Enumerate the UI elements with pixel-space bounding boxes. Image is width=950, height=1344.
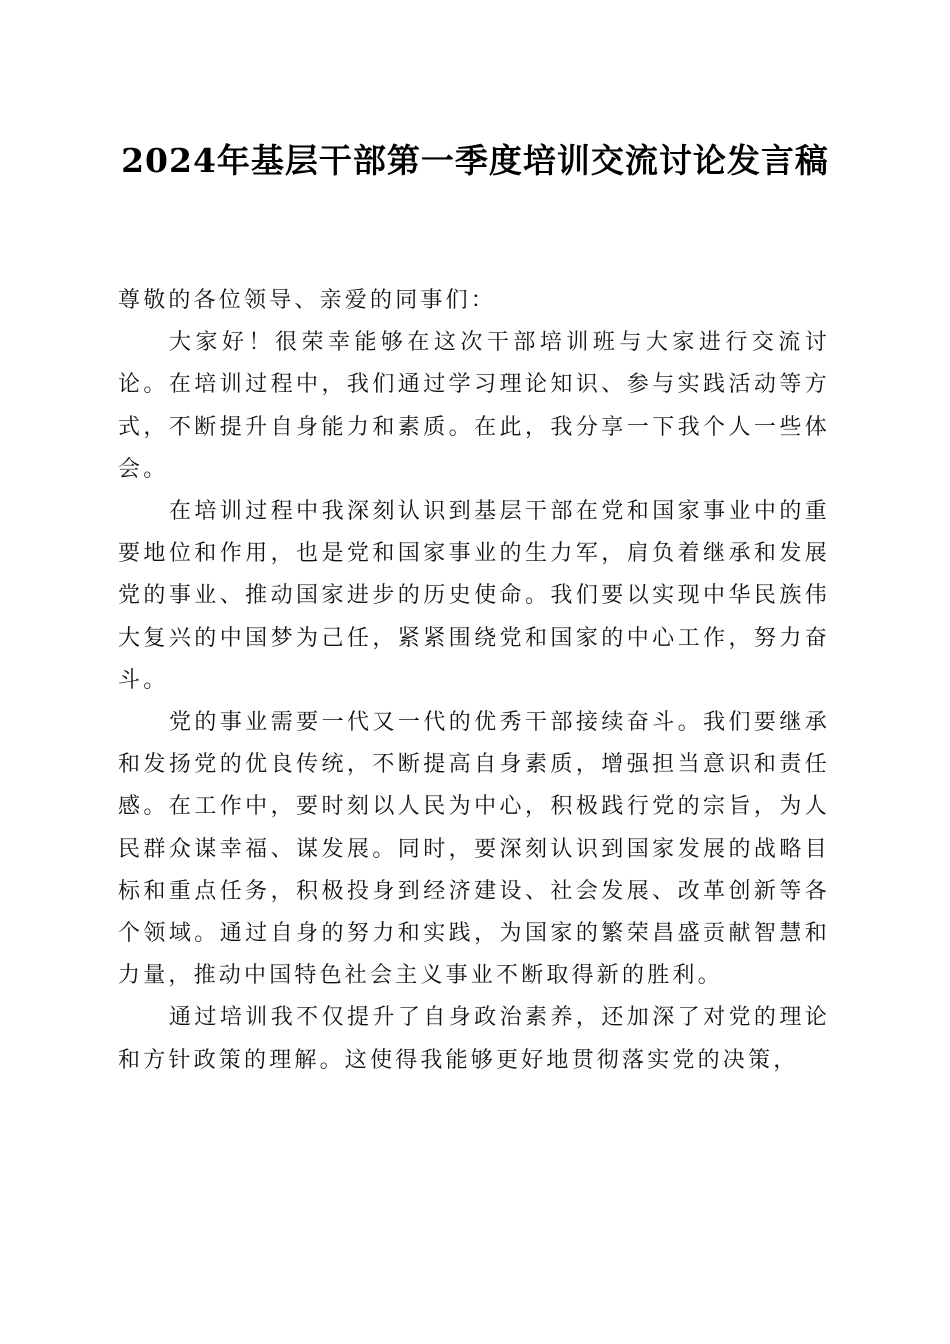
document-title: 2024年基层干部第一季度培训交流讨论发言稿 <box>121 141 829 180</box>
paragraph-3: 党的事业需要一代又一代的优秀干部接续奋斗。我们要继承和发扬党的优良传统，不断提高自身素质，增强担当意识和责任感。在工作中，要时刻以人民为中心，积极践行党的宗旨，为人民群众谋幸福、谋发展。同时，要深刻认识到国家发展的战略目标和重点任务，积极投身到经济建设、社会发展、改革创新等各个领域。通过自身的努力和实践，为国家的繁荣昌盛贡献智慧和力量，推动中国特色社会主义事业不断取得新的胜利。 <box>118 710 830 989</box>
document-body <box>118 280 830 1082</box>
paragraph-1: 大家好！很荣幸能够在这次干部培训班与大家进行交流讨论。在培训过程中，我们通过学习理论知识、参与实践活动等方式，不断提升自身能力和素质。在此，我分享一下我个人一些体会。 <box>118 330 830 482</box>
paragraph-2: 在培训过程中我深刻认识到基层干部在党和国家事业中的重要地位和作用，也是党和国家事业的生力军，肩负着继承和发展党的事业、推动国家进步的历史使命。我们要以实现中华民族伟大复兴的中国梦为己任，紧紧围绕党和国家的中心工作，努力奋斗。 <box>118 499 830 693</box>
salutation: 尊敬的各位领导、亲爱的同事们： <box>118 288 497 313</box>
paragraph-4: 通过培训我不仅提升了自身政治素养，还加深了对党的理论和方针政策的理解。这使得我能够更好地贯彻落实党的决策， <box>118 1005 830 1073</box>
